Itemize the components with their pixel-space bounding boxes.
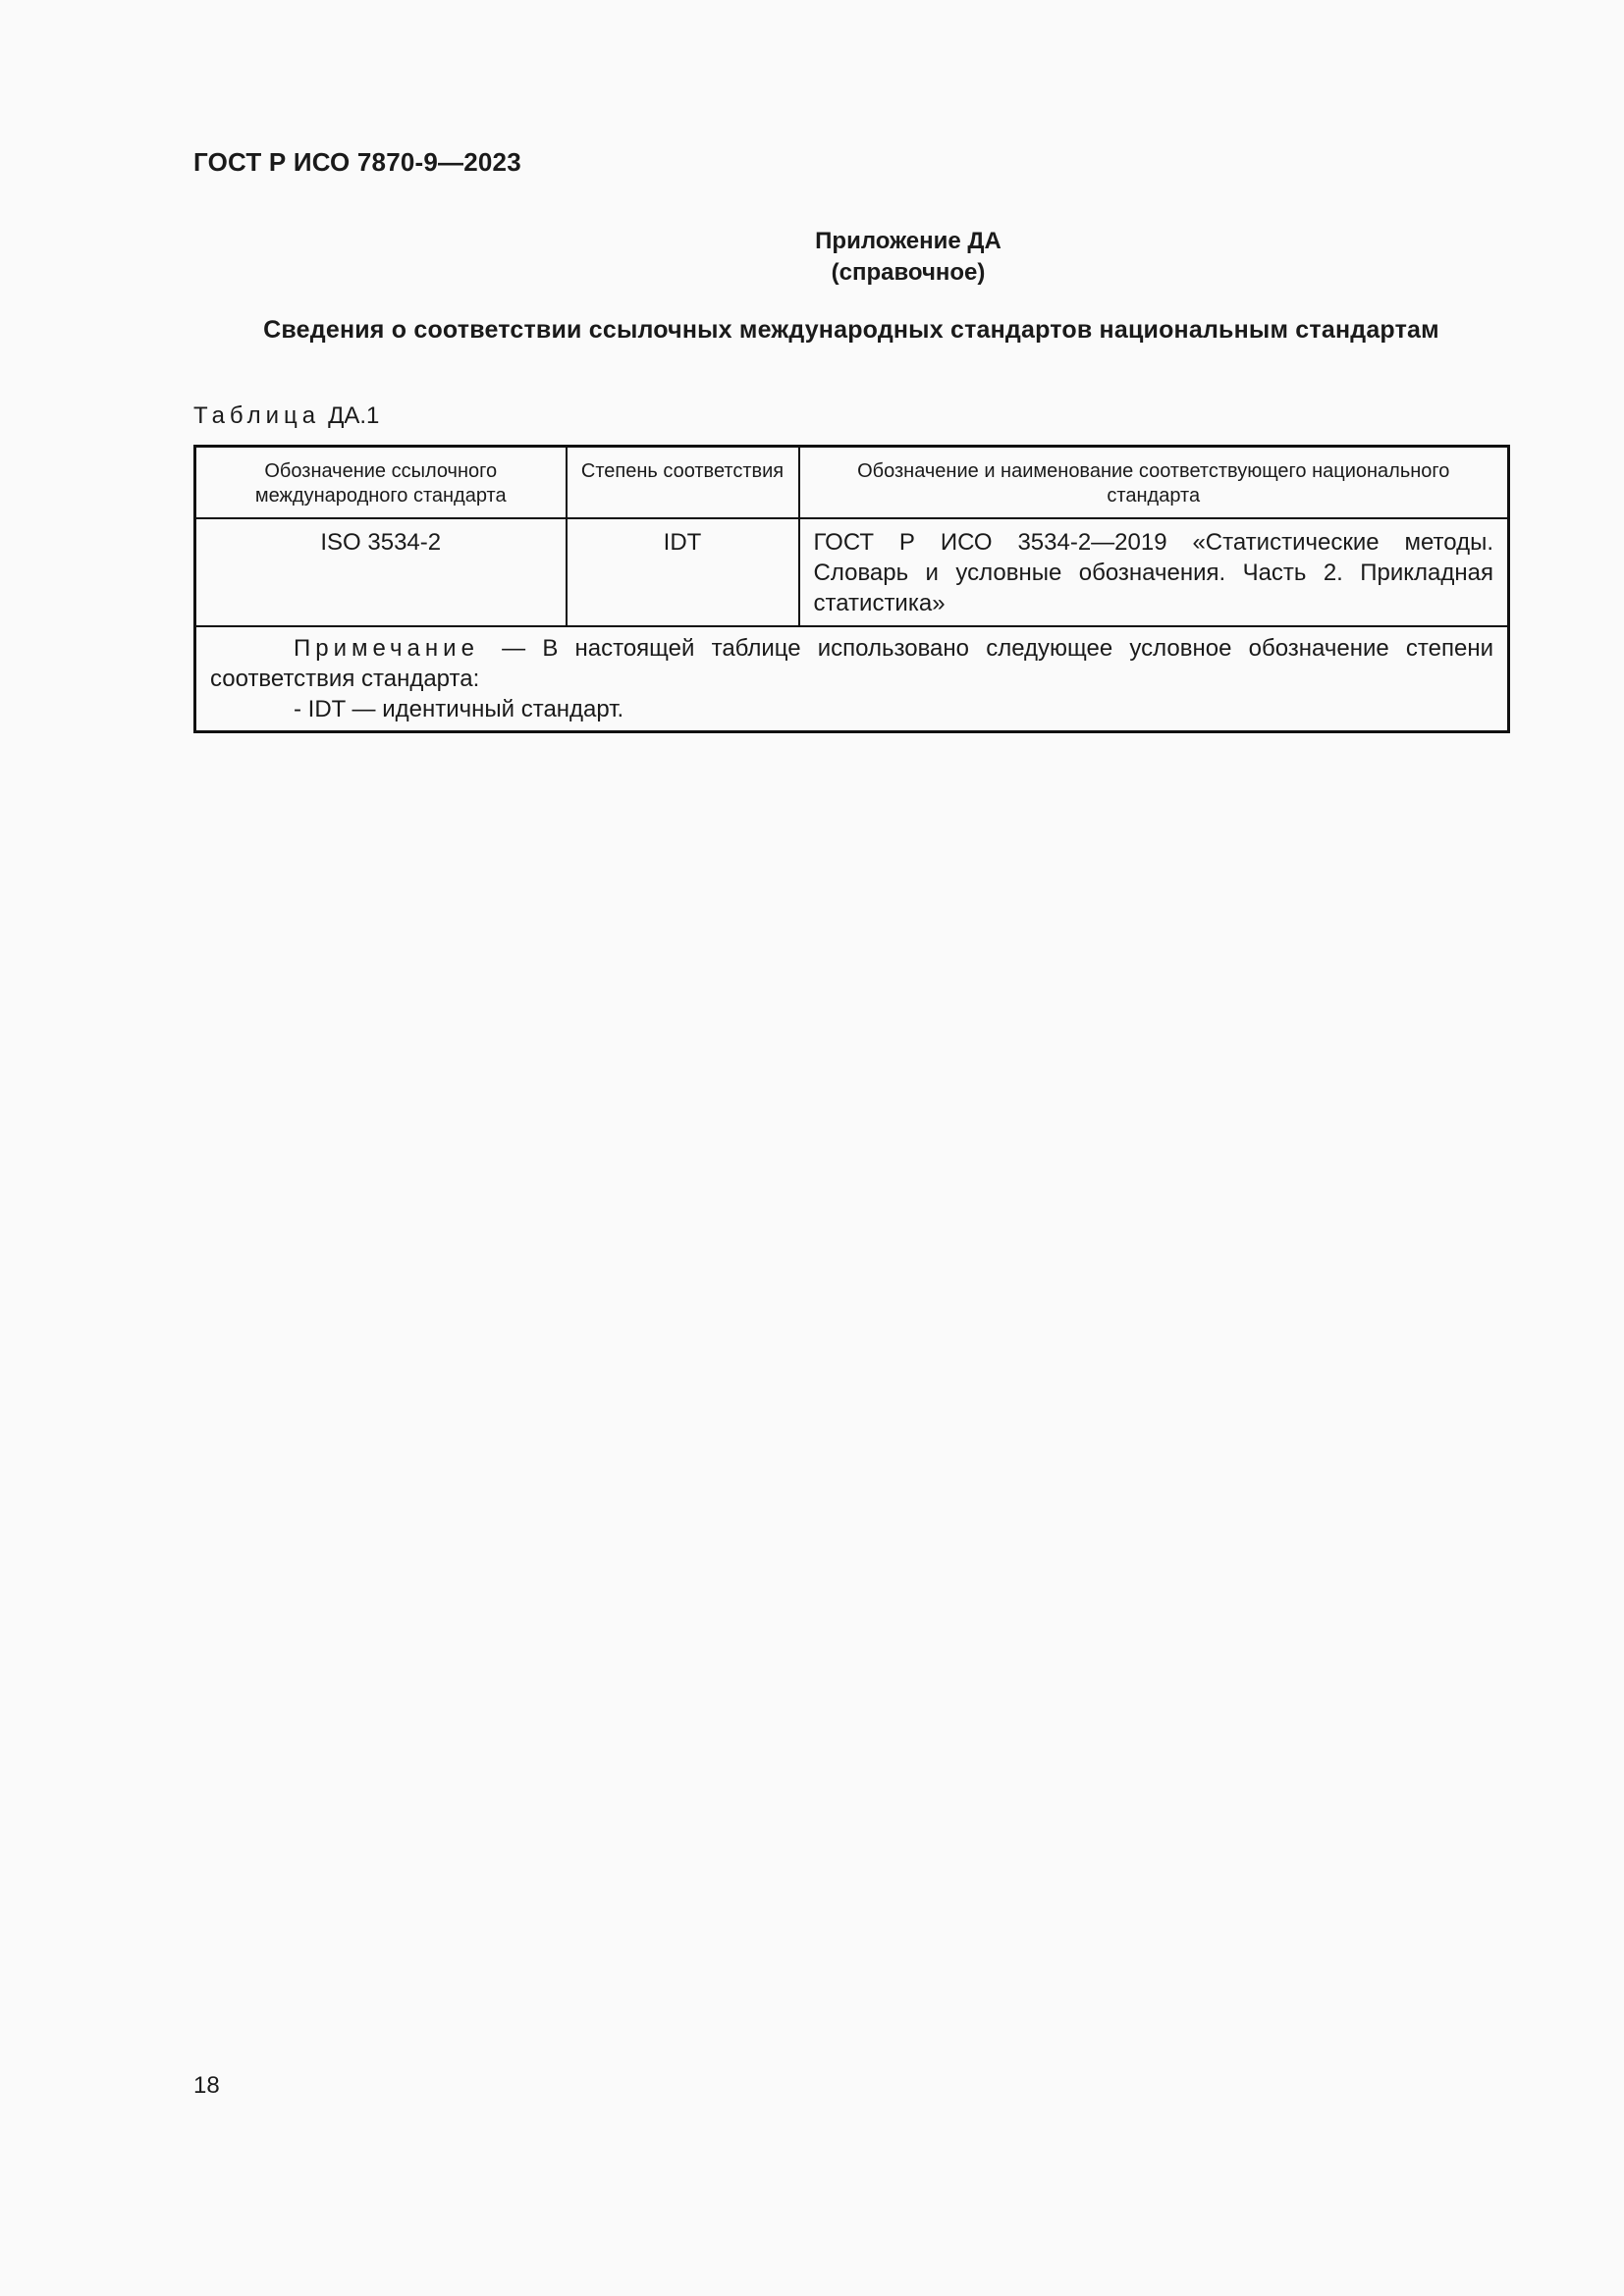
appendix-heading xyxy=(0,226,1624,289)
note-list-item: - IDT — идентичный стандарт. xyxy=(294,696,624,722)
correspondence-table xyxy=(193,445,1510,733)
section-title: Сведения о соответствии ссылочных международных стандартов национальным стандартам xyxy=(263,316,1439,344)
appendix-title: Приложение ДА xyxy=(815,228,1001,254)
header-national-standard: Обозначение и наименование соответствующего национального стандарта xyxy=(799,447,1509,519)
table-note xyxy=(195,626,1509,732)
table-note-row xyxy=(195,626,1509,732)
table-caption xyxy=(193,402,379,430)
cell-intl-standard: ISO 3534-2 xyxy=(195,518,567,626)
cell-national-standard: ГОСТ Р ИСО 3534-2—2019 «Статистические методы. Словарь и условные обозначения. Часть 2. Прикладная статистика» xyxy=(799,518,1509,626)
table-header-row xyxy=(195,447,1509,519)
header-intl-standard: Обозначение ссылочного международного стандарта xyxy=(195,447,567,519)
appendix-subtitle: (справочное) xyxy=(831,259,986,286)
note-label: Примечание xyxy=(294,635,479,662)
header-degree: Степень соответствия xyxy=(567,447,799,519)
note-text-line xyxy=(210,633,1493,694)
page-number: 18 xyxy=(193,2072,220,2099)
table-caption-label: Таблица xyxy=(193,402,321,429)
note-text: — В настоящей таблице использовано следующее условное обозначение степени соответствия стандарта: xyxy=(210,635,1494,692)
cell-degree: IDT xyxy=(567,518,799,626)
table-caption-number: ДА.1 xyxy=(328,402,380,429)
document-code: ГОСТ Р ИСО 7870-9—2023 xyxy=(193,147,521,177)
table-row xyxy=(195,518,1509,626)
